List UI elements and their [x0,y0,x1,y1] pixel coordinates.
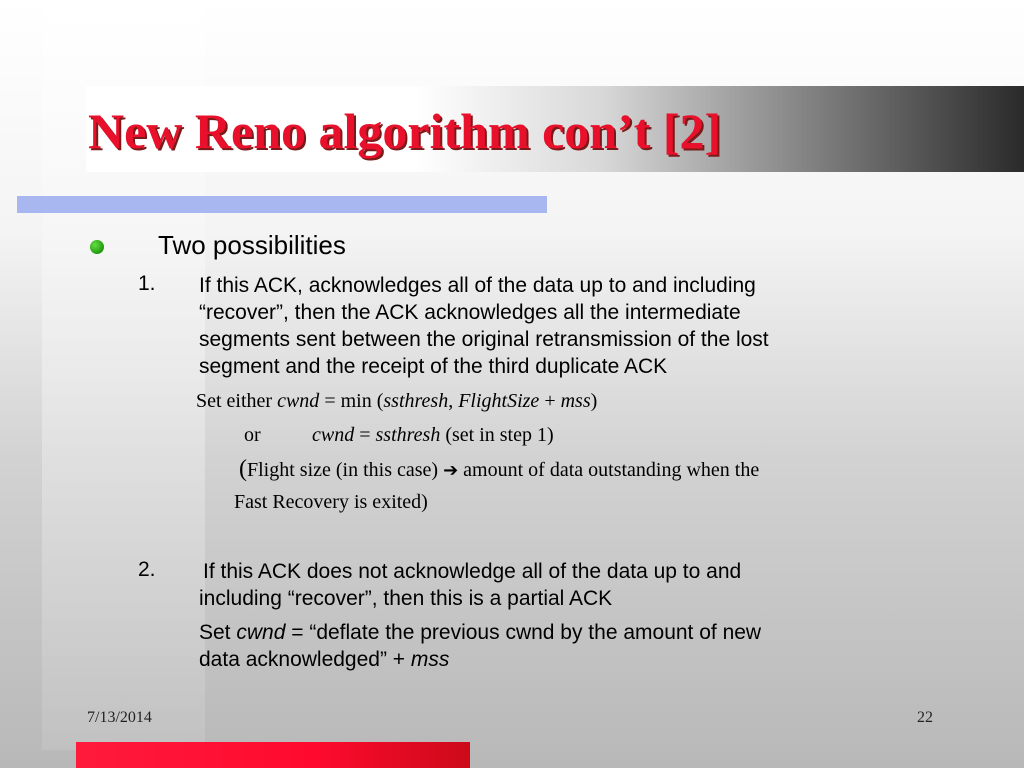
item2-line: including “recover”, then this is a partial ACK [199,587,613,610]
item2-set-line: Set cwnd = “deflate the previous cwnd by the amount of new [199,621,762,644]
bottom-accent-bar [76,742,470,768]
accent-bar [17,196,547,213]
set-either-formula: Set either cwnd = min (ssthresh, FlightSize + mss) [196,390,598,412]
flight-size-note: (Flight size (in this case) ➔ amount of data outstanding when the [239,456,760,482]
flight-size-note-line2: Fast Recovery is exited) [234,491,428,513]
footer-date: 7/13/2014 [87,709,152,726]
item1-line: “recover”, then the ACK acknowledges all the intermediate [199,301,741,324]
bullet-icon [90,240,104,254]
item2-line4: data acknowledged” + mss [199,648,450,671]
or-formula: cwnd = ssthresh (set in step 1) [312,424,554,446]
page-number: 22 [917,709,933,726]
slide-title: New Reno algorithm con’t [2] [88,103,722,159]
item2-line: If this ACK does not acknowledge all of the data up to and [203,560,742,583]
item2-number: 2. [138,558,156,581]
or-keyword: or [244,424,261,446]
item1-line: segment and the receipt of the third duplicate ACK [199,355,668,378]
bullet-heading: Two possibilities [158,230,346,260]
item1-line: segments sent between the original retransmission of the lost [199,328,769,351]
item1-line: If this ACK, acknowledges all of the data up to and including [199,274,756,297]
right-arrow-icon: ➔ [443,460,459,481]
item1-number: 1. [138,272,156,295]
